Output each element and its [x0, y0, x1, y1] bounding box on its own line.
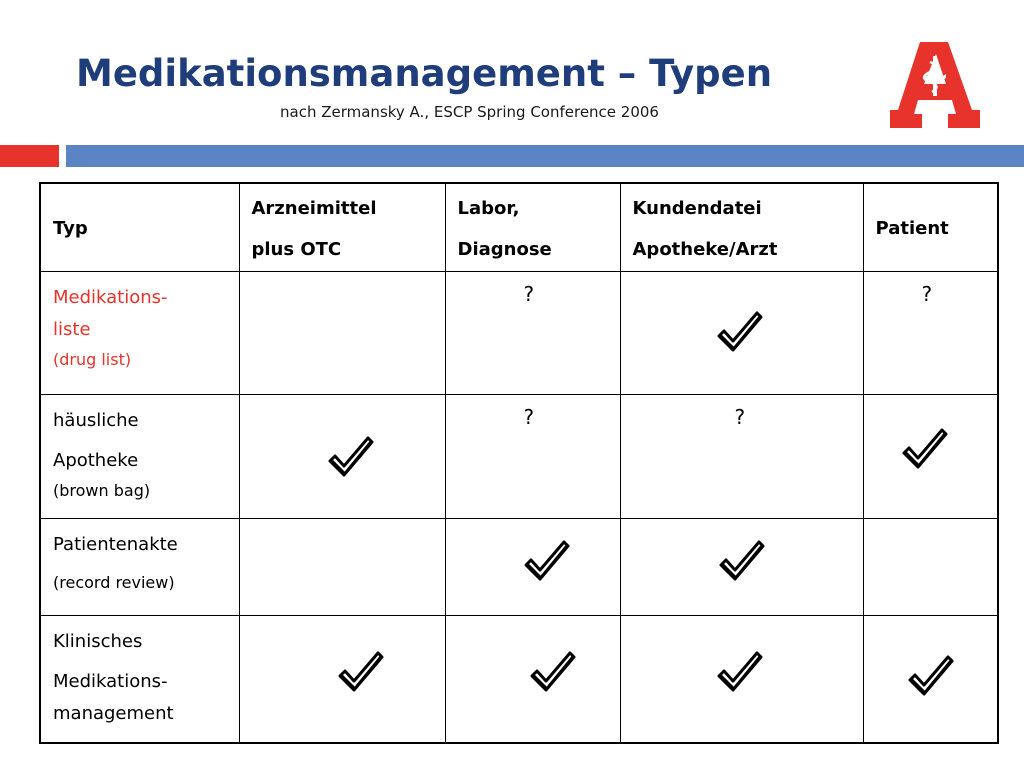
row-label-note: (brown bag)	[53, 480, 151, 500]
row-label-haeusliche-apotheke	[40, 394, 239, 518]
header-label: Arzneimittel	[251, 198, 377, 219]
header-typ	[40, 183, 239, 271]
header-arzneimittel	[239, 183, 445, 271]
question-mark: ?	[523, 281, 535, 306]
table-row	[40, 615, 998, 743]
cell-question	[445, 271, 620, 394]
row-label-line: Apotheke	[53, 449, 139, 471]
header-label: Patient	[875, 218, 949, 239]
row-label-medikationsliste	[40, 271, 239, 394]
cell-check	[445, 615, 620, 743]
header-label: Labor,	[457, 198, 520, 219]
checkmark-icon	[715, 650, 763, 694]
row-label-note: management	[53, 702, 174, 724]
table-header-row	[40, 183, 998, 271]
row-label-line: Medikations-	[53, 670, 168, 692]
cell-check	[620, 615, 863, 743]
row-label-line: Klinisches	[53, 630, 143, 652]
checkmark-icon	[528, 650, 576, 694]
cell-question	[620, 394, 863, 518]
cell-empty	[863, 518, 998, 615]
table-row	[40, 394, 998, 518]
row-label-note: (drug list)	[53, 349, 132, 369]
row-label-note: (record review)	[53, 572, 175, 592]
cell-check	[239, 615, 445, 743]
checkmark-icon	[715, 310, 763, 354]
header-labor	[445, 183, 620, 271]
row-label-line: Medikations-	[53, 286, 168, 308]
row-label-klinisches-medikationsmanagement	[40, 615, 239, 743]
cell-check	[620, 518, 863, 615]
header-patient	[863, 183, 998, 271]
cell-check	[239, 394, 445, 518]
row-label-line: Patientenakte	[53, 533, 178, 555]
checkmark-icon	[522, 539, 570, 583]
question-mark: ?	[523, 404, 535, 429]
cell-check	[863, 615, 998, 743]
header-label: Typ	[53, 218, 88, 239]
header-kundendatei	[620, 183, 863, 271]
cell-empty	[239, 518, 445, 615]
header-label: Kundendatei	[632, 198, 762, 219]
cell-check	[863, 394, 998, 518]
header-label: Diagnose	[457, 239, 552, 260]
slide-title: Medikationsmanagement – Typen	[76, 52, 773, 95]
cell-empty	[239, 271, 445, 394]
table-row	[40, 271, 998, 394]
medication-types-table	[39, 182, 999, 744]
table-row	[40, 518, 998, 615]
row-label-patientenakte	[40, 518, 239, 615]
question-mark: ?	[921, 281, 933, 306]
cell-check	[620, 271, 863, 394]
question-mark: ?	[734, 404, 746, 429]
checkmark-icon	[906, 654, 954, 698]
checkmark-icon	[326, 435, 374, 479]
slide-subtitle: nach Zermansky A., ESCP Spring Conference 2006	[280, 103, 659, 121]
cell-question	[863, 271, 998, 394]
checkmark-icon	[717, 539, 765, 583]
accent-bar-blue	[66, 145, 1024, 167]
checkmark-icon	[900, 427, 948, 471]
header-label: Apotheke/Arzt	[632, 239, 778, 260]
accent-bar-red	[0, 145, 59, 167]
cell-question	[445, 394, 620, 518]
apotheke-logo-icon	[890, 38, 980, 130]
checkmark-icon	[336, 650, 384, 694]
row-label-line: liste	[53, 318, 91, 340]
row-label-line: häusliche	[53, 409, 139, 431]
cell-check	[445, 518, 620, 615]
header-label: plus OTC	[251, 239, 342, 260]
